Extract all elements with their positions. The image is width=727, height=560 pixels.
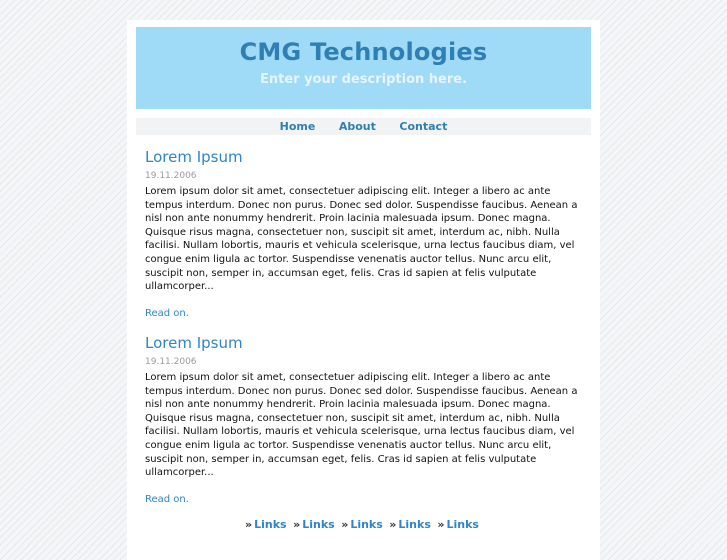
site-description: Enter your description here.: [259, 72, 468, 87]
footer-link[interactable]: Links: [398, 518, 431, 531]
post-date: 19.11.2006: [145, 357, 197, 367]
post-entry: [145, 334, 585, 505]
read-on-link[interactable]: Read on.: [145, 493, 189, 505]
post-title: Lorem Ipsum: [145, 334, 243, 352]
post-body: Lorem ipsum dolor sit amet, consectetuer adipiscing elit. Integer a libero ac ante tempus interdum. Donec non purus. Donec sed dolor. Suspendisse faucibus. Aenean a nisl non ante nonummy hendrerit. Proin lacinia malesuada ipsum. Donec magna. Quisque risus magna, consectetuer non, suscipit sit amet, interdum ac, nibh. Nulla facilisi. Nullam lobortis, mauris et vehicula scelerisque, urna lectus faucibus diam, vel congue enim ligula ac tortor. Suspendisse venenatis auctor tellus. Nunc arcu elit, suscipit non, semper in, accumsan eget, felis. Cras id sapien at felis vulputate ullamcorper...: [145, 186, 578, 293]
footer-link[interactable]: Links: [302, 518, 335, 531]
read-on-link[interactable]: Read on.: [145, 307, 189, 319]
page-container: [127, 20, 600, 560]
footer-link[interactable]: Links: [254, 518, 287, 531]
nav-home-link[interactable]: Home: [279, 120, 316, 133]
post-date: 19.11.2006: [145, 171, 197, 181]
footer-link[interactable]: Links: [350, 518, 383, 531]
arrow-separator-icon: »: [341, 518, 349, 531]
nav-about-link[interactable]: About: [338, 120, 376, 133]
arrow-separator-icon: »: [293, 518, 301, 531]
footer-link[interactable]: Links: [446, 518, 479, 531]
nav-contact-link[interactable]: Contact: [399, 120, 448, 133]
arrow-separator-icon: »: [437, 518, 445, 531]
footer-links: [127, 518, 600, 531]
arrow-separator-icon: »: [245, 518, 253, 531]
arrow-separator-icon: »: [389, 518, 397, 531]
site-header: [136, 27, 591, 109]
site-title: CMG Technologies: [239, 38, 488, 66]
post-title: Lorem Ipsum: [145, 148, 243, 166]
post-entry: [145, 148, 585, 319]
post-body: Lorem ipsum dolor sit amet, consectetuer adipiscing elit. Integer a libero ac ante tempus interdum. Donec non purus. Donec sed dolor. Suspendisse faucibus. Aenean a nisl non ante nonummy hendrerit. Proin lacinia malesuada ipsum. Donec magna. Quisque risus magna, consectetuer non, suscipit sit amet, interdum ac, nibh. Nulla facilisi. Nullam lobortis, mauris et vehicula scelerisque, urna lectus faucibus diam, vel congue enim ligula ac tortor. Suspendisse venenatis auctor tellus. Nunc arcu elit, suscipit non, semper in, accumsan eget, felis. Cras id sapien at felis vulputate ullamcorper...: [145, 372, 578, 479]
main-nav: [136, 118, 591, 135]
